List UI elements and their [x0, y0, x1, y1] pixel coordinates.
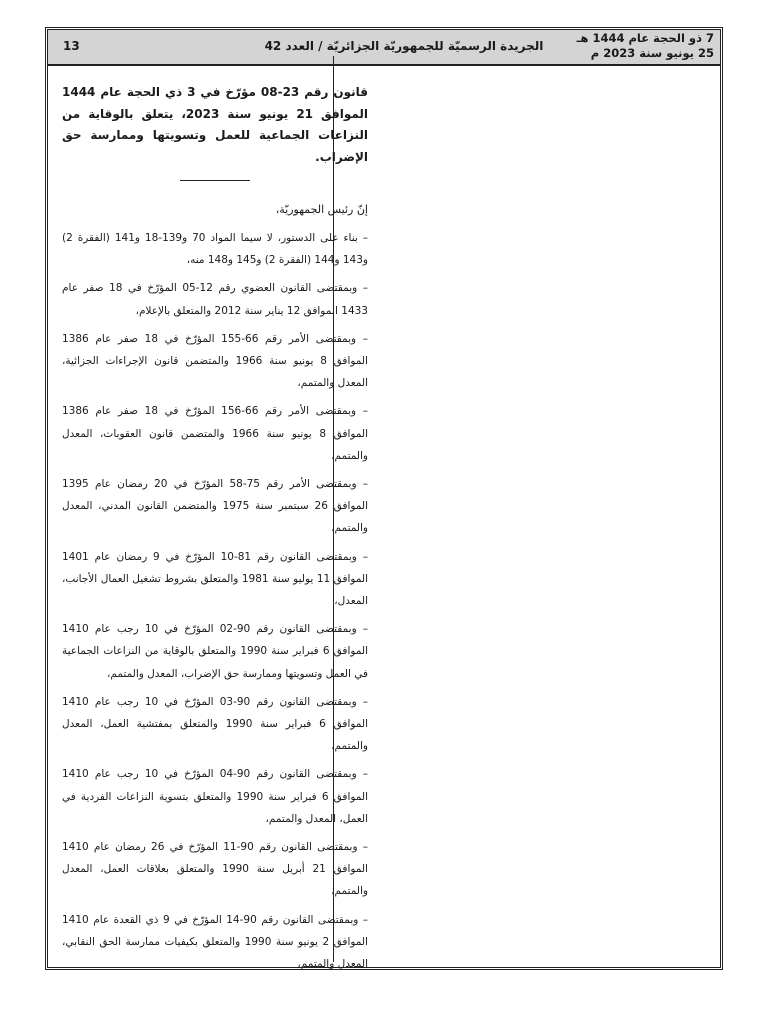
consideration-paragraph: – وبمقتضى الأمر رقم 66-155 المؤرّخ في 18 صفر عام 1386 الموافق 8 يونيو سنة 1966 والمتضمن قانون الإجراءات الجزائية، المعدل والمتمم،	[62, 332, 368, 390]
gazette-title: الجريدة الرسميّة للجمهوريّة الجزائريّة / العدد 42	[264, 39, 544, 53]
title-separator	[180, 180, 250, 181]
law-column	[62, 82, 368, 981]
gazette-header	[48, 30, 720, 66]
consideration-paragraph: – وبمقتضى القانون رقم 90-03 المؤرّخ في 10 رجب عام 1410 الموافق 6 فبراير سنة 1990 والمتعلق بمفتشية العمل، المعدل والمتمم،	[62, 695, 368, 753]
consideration-paragraph: – وبمقتضى الأمر رقم 66-156 المؤرّخ في 18 صفر عام 1386 الموافق 8 يونيو سنة 1966 والمتضمن قانون العقوبات، المعدل والمتمم،	[62, 405, 368, 462]
consideration-paragraph: – وبمقتضى الأمر رقم 75-58 المؤرّخ في 20 رمضان عام 1395 الموافق 26 سبتمبر سنة 1975 والمتضمن القانون المدني، المعدل والمتمم،	[62, 478, 368, 535]
consideration-paragraph: – وبمقتضى القانون رقم 81-10 المؤرّخ في 9 رمضان عام 1401 الموافق 11 يوليو سنة 1981 والمتعلق بشروط تشغيل العمال الأجانب، المعدل،	[62, 550, 368, 608]
law-opening: إنّ رئيس الجمهوريّة،	[275, 203, 368, 216]
consideration-paragraph: – وبمقتضى القانون رقم 90-14 المؤرّخ في 9 ذي القعدة عام 1410 الموافق 2 يونيو سنة 1990 والمتعلق بكيفيات ممارسة الحق النقابي، المعدل والمتمم،	[62, 913, 369, 971]
consideration-paragraph: – وبمقتضى القانون العضوي رقم 12-05 المؤرّخ في 18 صفر عام 1433 الموافق 12 يناير سنة 2012 والمتعلق بالإعلام،	[62, 282, 368, 317]
consideration-paragraph: – بناء على الدستور، لا سيما المواد 70 و139-18 و141 (الفقرة 2) و143 و144 (الفقرة 2) و145 و148 منه،	[62, 232, 368, 267]
page-number: 13	[63, 39, 80, 53]
header-date-hijri: 7 ذو الحجة عام 1444 هـ	[576, 31, 714, 45]
header-date-gregorian: 25 يونيو سنة 2023 م	[590, 46, 714, 60]
law-title: قانون رقم 23-08 مؤرّخ في 3 ذي الحجة عام 1444 الموافق 21 يونيو سنة 2023، يتعلق بالوقاية من النزاعات الجماعية للعمل وتسويتها وممارسة حق الإضراب.	[62, 85, 369, 164]
consideration-paragraph: – وبمقتضى القانون رقم 90-11 المؤرّخ في 26 رمضان عام 1410 الموافق 21 أبريل سنة 1990 والمتعلق بعلاقات العمل، المعدل والمتمم،	[62, 841, 368, 898]
consideration-paragraph: – وبمقتضى القانون رقم 90-04 المؤرّخ في 10 رجب عام 1410 الموافق 6 فبراير سنة 1990 والمتعلق بتسوية النزاعات الفردية في العمل، المعدل والمتمم،	[62, 768, 368, 825]
consideration-paragraph: – وبمقتضى القانون رقم 90-02 المؤرّخ في 10 رجب عام 1410 الموافق 6 فبراير سنة 1990 والمتعلق بالوقاية من النزاعات الجماعية في العمل وتسويتها وممارسة حق الإضراب، المعدل والمتمم،	[62, 623, 368, 680]
